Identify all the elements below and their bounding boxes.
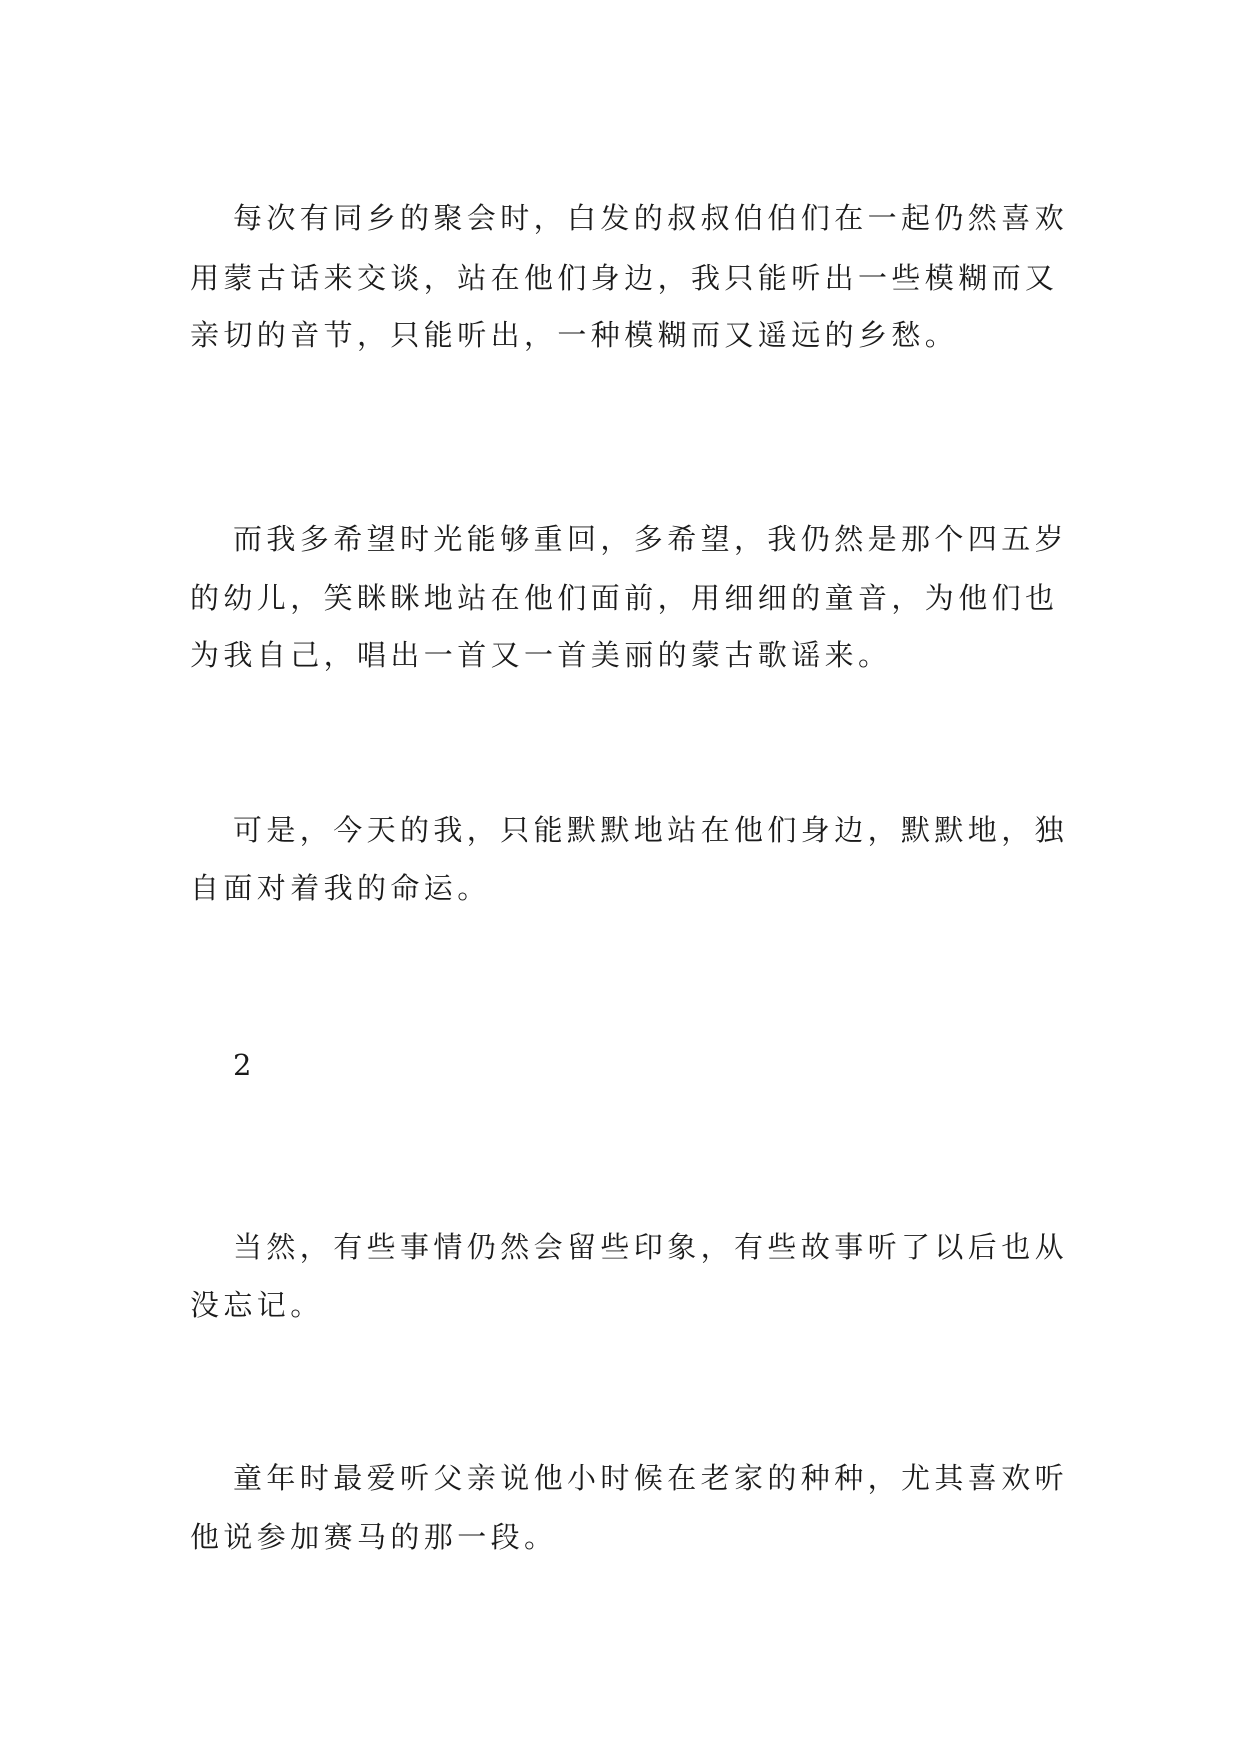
paragraph-line: 用蒙古话来交谈，站在他们身边，我只能听出一些模糊而又 xyxy=(190,261,1059,295)
paragraph-line: 的幼儿，笑眯眯地站在他们面前，用细细的童音，为他们也 xyxy=(190,581,1059,615)
paragraph-line: 他说参加赛马的那一段。 xyxy=(190,1520,558,1554)
paragraph-line: 亲切的音节，只能听出，一种模糊而又遥远的乡愁。 xyxy=(190,318,959,352)
paragraph-line: 童年时最爱听父亲说他小时候在老家的种种，尤其喜欢听 xyxy=(233,1461,1069,1495)
paragraph-line: 当然，有些事情仍然会留些印象，有些故事听了以后也从 xyxy=(233,1230,1069,1264)
paragraph-line: 没忘记。 xyxy=(190,1288,324,1322)
paragraph-line: 2 xyxy=(233,1048,256,1082)
paragraph-line: 自面对着我的命运。 xyxy=(190,871,491,905)
paragraph-line: 可是，今天的我，只能默默地站在他们身边，默默地，独 xyxy=(233,813,1069,847)
paragraph-line: 为我自己，唱出一首又一首美丽的蒙古歌谣来。 xyxy=(190,638,892,672)
paragraph-line: 而我多希望时光能够重回，多希望，我仍然是那个四五岁 xyxy=(233,522,1069,556)
paragraph-line: 每次有同乡的聚会时，白发的叔叔伯伯们在一起仍然喜欢 xyxy=(233,201,1069,235)
